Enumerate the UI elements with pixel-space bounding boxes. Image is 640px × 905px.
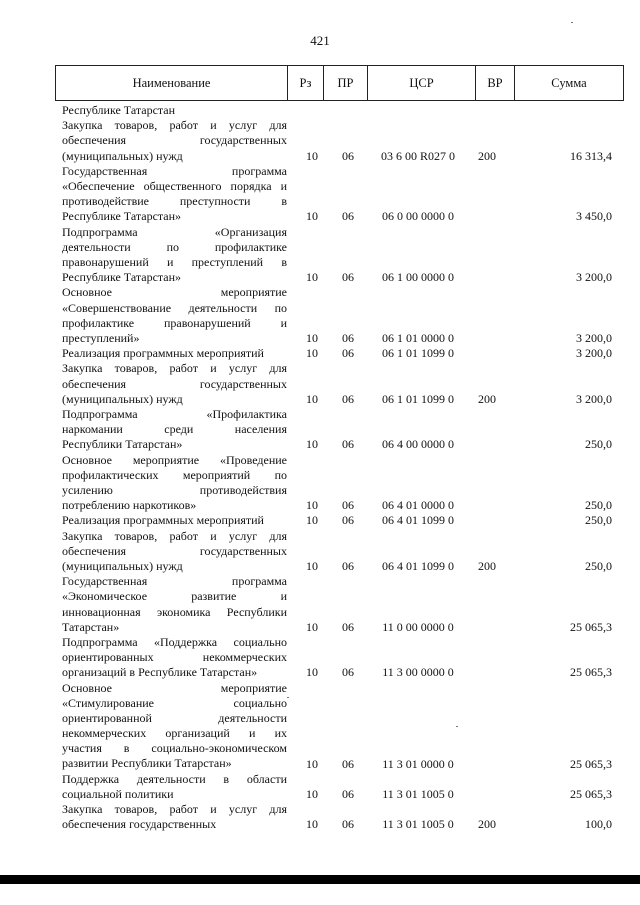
row-name bbox=[62, 225, 287, 286]
row-pr: 06 bbox=[342, 513, 354, 528]
row-csr: 06 4 00 0000 0 bbox=[382, 437, 454, 452]
row-rz: 10 bbox=[306, 209, 318, 224]
row-name-line: Республике Татарстан bbox=[62, 103, 176, 117]
row-rz: 10 bbox=[306, 817, 318, 832]
row-name bbox=[62, 453, 287, 514]
row-name-line: профилактике правонарушений и bbox=[62, 315, 287, 330]
row-name-line: (муниципальных) нужд bbox=[62, 148, 183, 163]
page-number: 421 bbox=[310, 33, 330, 48]
row-name-line: правонарушений и преступлений в bbox=[62, 254, 287, 269]
table-row bbox=[0, 681, 640, 772]
row-csr: 11 3 01 1005 0 bbox=[382, 817, 454, 832]
scan-speck bbox=[571, 22, 573, 23]
row-sum: 3 200,0 bbox=[576, 330, 612, 345]
row-csr: 06 4 01 1099 0 bbox=[382, 558, 454, 573]
row-csr: 11 3 01 0000 0 bbox=[382, 756, 454, 771]
table-row bbox=[0, 225, 640, 286]
row-name-line: Реализация программных мероприятий bbox=[62, 346, 264, 361]
row-pr: 06 bbox=[342, 619, 354, 634]
row-csr: 06 1 01 1099 0 bbox=[382, 346, 454, 361]
row-name bbox=[62, 529, 287, 575]
row-pr: 06 bbox=[342, 270, 354, 285]
table-row bbox=[0, 574, 640, 635]
row-name bbox=[62, 574, 287, 635]
scan-bottom-edge bbox=[0, 875, 640, 884]
row-name-line: профилактических мероприятий по bbox=[62, 467, 287, 482]
row-sum: 3 200,0 bbox=[576, 270, 612, 285]
row-name-line: Татарстан» bbox=[62, 619, 120, 634]
row-pr: 06 bbox=[342, 756, 354, 771]
row-name-line: Подпрограмма «Поддержка социально bbox=[62, 634, 287, 649]
row-vr: 200 bbox=[478, 391, 496, 406]
row-name-line: «Обеспечение общественного порядка и bbox=[62, 178, 287, 193]
row-name-line: некоммерческих организаций и их bbox=[62, 726, 287, 741]
row-name-line: обеспечения государственных bbox=[62, 543, 287, 558]
row-sum: 250,0 bbox=[585, 437, 612, 452]
row-sum: 3 200,0 bbox=[576, 346, 612, 361]
table-row bbox=[0, 346, 640, 361]
row-name-line: Поддержка деятельности в области bbox=[62, 771, 287, 786]
scan-speck bbox=[287, 697, 289, 698]
row-csr: 11 3 00 0000 0 bbox=[382, 665, 454, 680]
table-row bbox=[0, 118, 640, 164]
row-sum: 25 065,3 bbox=[570, 665, 612, 680]
row-csr: 06 1 01 1099 0 bbox=[382, 391, 454, 406]
row-csr: 06 4 01 0000 0 bbox=[382, 498, 454, 513]
row-name-line: (муниципальных) нужд bbox=[62, 391, 183, 406]
row-rz: 10 bbox=[306, 498, 318, 513]
table-row bbox=[0, 164, 640, 225]
row-rz: 10 bbox=[306, 270, 318, 285]
row-name-line: Закупка товаров, работ и услуг для bbox=[62, 118, 287, 133]
row-name bbox=[62, 772, 287, 802]
table-body bbox=[0, 103, 640, 832]
header-sum: Сумма bbox=[514, 66, 623, 100]
row-pr: 06 bbox=[342, 209, 354, 224]
row-sum: 25 065,3 bbox=[570, 619, 612, 634]
row-name-line: преступлений» bbox=[62, 330, 140, 345]
row-pr: 06 bbox=[342, 391, 354, 406]
row-name-line: противодействие преступности в bbox=[62, 194, 287, 209]
row-name-line: Реализация программных мероприятий bbox=[62, 513, 264, 528]
row-vr: 200 bbox=[478, 148, 496, 163]
row-name-line: «Экономическое развитие и bbox=[62, 589, 287, 604]
header-vr: ВР bbox=[475, 66, 514, 100]
row-pr: 06 bbox=[342, 665, 354, 680]
row-name-line: Республике Татарстан» bbox=[62, 270, 182, 285]
row-name-line: Республики Татарстан» bbox=[62, 437, 183, 452]
row-pr: 06 bbox=[342, 346, 354, 361]
row-name-line: Подпрограмма «Профилактика bbox=[62, 406, 287, 421]
row-name-line: Подпрограмма «Организация bbox=[62, 224, 287, 239]
row-pr: 06 bbox=[342, 330, 354, 345]
row-pr: 06 bbox=[342, 498, 354, 513]
table-header bbox=[55, 65, 624, 101]
row-name-line: инновационная экономика Республики bbox=[62, 604, 287, 619]
row-name-line: социальной политики bbox=[62, 786, 174, 801]
row-pr: 06 bbox=[342, 558, 354, 573]
row-name-line: обеспечения государственных bbox=[62, 817, 217, 832]
row-pr: 06 bbox=[342, 148, 354, 163]
row-name bbox=[62, 513, 287, 528]
row-name-line: Закупка товаров, работ и услуг для bbox=[62, 361, 287, 376]
row-name bbox=[62, 407, 287, 453]
row-name-line: Закупка товаров, работ и услуг для bbox=[62, 802, 287, 817]
row-rz: 10 bbox=[306, 330, 318, 345]
row-sum: 16 313,4 bbox=[570, 148, 612, 163]
row-sum: 250,0 bbox=[585, 513, 612, 528]
table-row bbox=[0, 529, 640, 575]
row-csr: 06 4 01 1099 0 bbox=[382, 513, 454, 528]
row-name-line: обеспечения государственных bbox=[62, 376, 287, 391]
row-rz: 10 bbox=[306, 786, 318, 801]
row-csr: 11 3 01 1005 0 bbox=[382, 786, 454, 801]
table-row bbox=[0, 103, 640, 118]
row-rz: 10 bbox=[306, 437, 318, 452]
row-rz: 10 bbox=[306, 665, 318, 680]
row-csr: 11 0 00 0000 0 bbox=[382, 619, 454, 634]
row-name-line: ориентированных некоммерческих bbox=[62, 650, 287, 665]
row-name-line: Государственная программа bbox=[62, 163, 287, 178]
row-name bbox=[62, 285, 287, 346]
header-csr: ЦСР bbox=[367, 66, 475, 100]
row-rz: 10 bbox=[306, 346, 318, 361]
scan-speck bbox=[456, 726, 458, 727]
row-sum: 100,0 bbox=[585, 817, 612, 832]
row-name bbox=[62, 361, 287, 407]
table-row bbox=[0, 772, 640, 802]
row-sum: 25 065,3 bbox=[570, 786, 612, 801]
row-csr: 06 1 01 0000 0 bbox=[382, 330, 454, 345]
row-name-line: Основное мероприятие bbox=[62, 680, 287, 695]
row-rz: 10 bbox=[306, 148, 318, 163]
table-row bbox=[0, 802, 640, 832]
table-row bbox=[0, 513, 640, 528]
row-name-line: «Стимулирование социально bbox=[62, 695, 287, 710]
header-name: Наименование bbox=[132, 76, 211, 90]
row-rz: 10 bbox=[306, 513, 318, 528]
row-name-line: Государственная программа bbox=[62, 574, 287, 589]
row-pr: 06 bbox=[342, 817, 354, 832]
row-pr: 06 bbox=[342, 437, 354, 452]
row-rz: 10 bbox=[306, 619, 318, 634]
table-row bbox=[0, 361, 640, 407]
row-name bbox=[62, 346, 287, 361]
row-name-line: Основное мероприятие bbox=[62, 285, 287, 300]
row-sum: 3 450,0 bbox=[576, 209, 612, 224]
row-rz: 10 bbox=[306, 558, 318, 573]
row-csr: 03 6 00 R027 0 bbox=[380, 148, 455, 163]
row-name-line: ориентированной деятельности bbox=[62, 710, 287, 725]
row-csr: 06 1 00 0000 0 bbox=[382, 270, 454, 285]
header-rz: Рз bbox=[287, 66, 323, 100]
row-name-line: деятельности по профилактике bbox=[62, 239, 287, 254]
row-vr: 200 bbox=[478, 817, 496, 832]
table-row bbox=[0, 453, 640, 514]
table-row bbox=[0, 285, 640, 346]
row-sum: 250,0 bbox=[585, 498, 612, 513]
row-name-line: обеспечения государственных bbox=[62, 133, 287, 148]
row-name bbox=[62, 635, 287, 681]
row-sum: 250,0 bbox=[585, 558, 612, 573]
row-name-line: Основное мероприятие «Проведение bbox=[62, 452, 287, 467]
table-row bbox=[0, 635, 640, 681]
row-pr: 06 bbox=[342, 786, 354, 801]
row-name-line: организаций в Республике Татарстан» bbox=[62, 665, 258, 680]
row-name-line: развитии Республики Татарстан» bbox=[62, 756, 232, 771]
row-name bbox=[62, 802, 287, 832]
row-name-line: «Совершенствование деятельности по bbox=[62, 300, 287, 315]
row-name-line: (муниципальных) нужд bbox=[62, 558, 183, 573]
row-name-line: наркомании среди населения bbox=[62, 422, 287, 437]
row-sum: 25 065,3 bbox=[570, 756, 612, 771]
table-row bbox=[0, 407, 640, 453]
row-name-line: Закупка товаров, работ и услуг для bbox=[62, 528, 287, 543]
row-name bbox=[62, 118, 287, 164]
row-name bbox=[62, 164, 287, 225]
row-csr: 06 0 00 0000 0 bbox=[382, 209, 454, 224]
row-name bbox=[62, 681, 287, 772]
row-vr: 200 bbox=[478, 558, 496, 573]
row-name-line: Республике Татарстан» bbox=[62, 209, 182, 224]
row-rz: 10 bbox=[306, 391, 318, 406]
row-name-line: участия в социально-экономическом bbox=[62, 741, 287, 756]
header-pr: ПР bbox=[323, 66, 367, 100]
row-name-line: усилению противодействия bbox=[62, 482, 287, 497]
row-name-line: потреблению наркотиков» bbox=[62, 498, 197, 513]
row-sum: 3 200,0 bbox=[576, 391, 612, 406]
row-name bbox=[62, 103, 287, 118]
row-rz: 10 bbox=[306, 756, 318, 771]
